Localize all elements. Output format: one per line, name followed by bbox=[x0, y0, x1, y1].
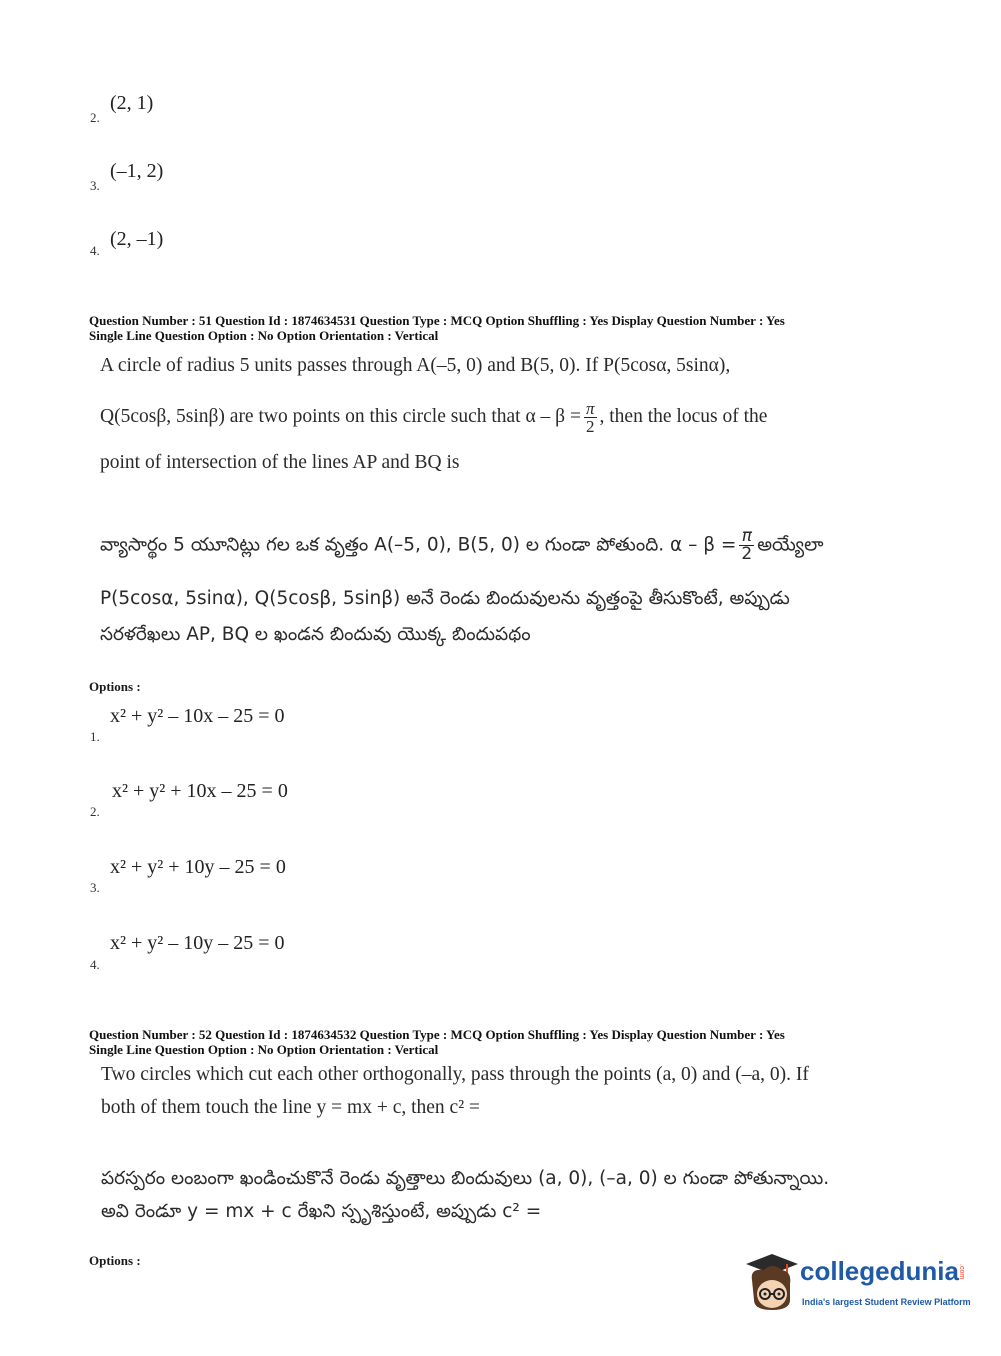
q51-english-fraction bbox=[584, 400, 597, 435]
q52-meta-line2: Single Line Question Option : No Option Orientation : Vertical bbox=[89, 1042, 439, 1057]
q51-english-line3: point of intersection of the lines AP and BQ is bbox=[100, 452, 460, 473]
q51-option-1-value: x² + y² – 10x – 25 = 0 bbox=[110, 705, 285, 727]
q51-telugu-fraction-numerator: π bbox=[741, 526, 752, 546]
prev-option-4-value: (2, –1) bbox=[110, 228, 164, 250]
q51-option-3-number: 3. bbox=[90, 880, 100, 895]
q51-telugu-fraction bbox=[739, 528, 754, 563]
q51-option-3-value: x² + y² + 10y – 25 = 0 bbox=[110, 856, 286, 878]
collegedunia-com-suffix: .com bbox=[958, 1264, 965, 1280]
q51-telugu-line1-start: వ్యాసార్థం 5 యూనిట్లు గల ఒక వృత్తం A(–5, 0), B(5, 0) ల గుండా పోతుంది. α – β = bbox=[100, 534, 737, 556]
collegedunia-tagline: India's largest Student Review Platform bbox=[802, 1297, 971, 1307]
collegedunia-logo bbox=[742, 1250, 972, 1318]
prev-option-3-number: 3. bbox=[90, 178, 100, 193]
q51-english-line2-start: Q(5cosβ, 5sinβ) are two points on this circle such that α – β = bbox=[100, 405, 581, 427]
q51-meta-line1: Question Number : 51 Question Id : 1874634531 Question Type : MCQ Option Shuffling : Yes Display Question Number : Yes bbox=[89, 313, 785, 328]
prev-option-3-value: (–1, 2) bbox=[110, 160, 164, 182]
q51-option-2-number: 2. bbox=[90, 804, 100, 819]
q52-telugu-line2: అవి రెండూ y = mx + c రేఖని స్పృశిస్తుంటే, అప్పుడు c² = bbox=[101, 1201, 542, 1222]
q51-telugu-line1 bbox=[100, 528, 823, 563]
q51-option-2-value: x² + y² + 10x – 25 = 0 bbox=[112, 780, 288, 802]
q52-english-line2: both of them touch the line y = mx + c, then c² = bbox=[101, 1097, 480, 1118]
prev-option-4-number: 4. bbox=[90, 243, 100, 258]
q51-options-label: Options : bbox=[89, 679, 141, 694]
q51-english-fraction-denominator: 2 bbox=[584, 417, 597, 435]
q51-english-line2 bbox=[100, 400, 767, 435]
q51-option-4-value: x² + y² – 10y – 25 = 0 bbox=[110, 932, 285, 954]
q52-meta-line1: Question Number : 52 Question Id : 1874634532 Question Type : MCQ Option Shuffling : Yes Display Question Number : Yes bbox=[89, 1027, 785, 1042]
q51-telugu-fraction-denominator: 2 bbox=[741, 544, 753, 564]
q52-english-line1: Two circles which cut each other orthogonally, pass through the points (a, 0) and (–a, 0). If bbox=[101, 1064, 809, 1085]
q51-telugu-line3: సరళరేఖలు AP, BQ ల ఖండన బిందువు యొక్క బిందుపథం bbox=[100, 624, 531, 645]
collegedunia-mascot-icon bbox=[742, 1250, 800, 1314]
q51-telugu-line1-end: అయ్యేలా bbox=[757, 534, 824, 556]
q51-english-line1: A circle of radius 5 units passes through A(–5, 0) and B(5, 0). If P(5cosα, 5sinα), bbox=[100, 355, 731, 376]
q51-meta-line2: Single Line Question Option : No Option Orientation : Vertical bbox=[89, 328, 439, 343]
q51-english-fraction-numerator: π bbox=[585, 399, 595, 418]
q52-options-label: Options : bbox=[89, 1253, 141, 1268]
q51-english-line2-end: , then the locus of the bbox=[599, 405, 768, 427]
prev-option-2-number: 2. bbox=[90, 110, 100, 125]
collegedunia-wordmark: collegedunia bbox=[800, 1256, 959, 1286]
q51-option-1-number: 1. bbox=[90, 729, 100, 744]
prev-option-2-value: (2, 1) bbox=[110, 92, 154, 114]
q51-option-4-number: 4. bbox=[90, 957, 100, 972]
q52-telugu-line1: పరస్పరం లంబంగా ఖండించుకొనే రెండు వృత్తాలు బిందువులు (a, 0), (–a, 0) ల గుండా పోతున్నాయి. bbox=[101, 1168, 830, 1189]
q51-telugu-line2: P(5cosα, 5sinα), Q(5cosβ, 5sinβ) అనే రెండు బిందువులను వృత్తంపై తీసుకొంటే, అప్పుడు bbox=[100, 588, 790, 609]
